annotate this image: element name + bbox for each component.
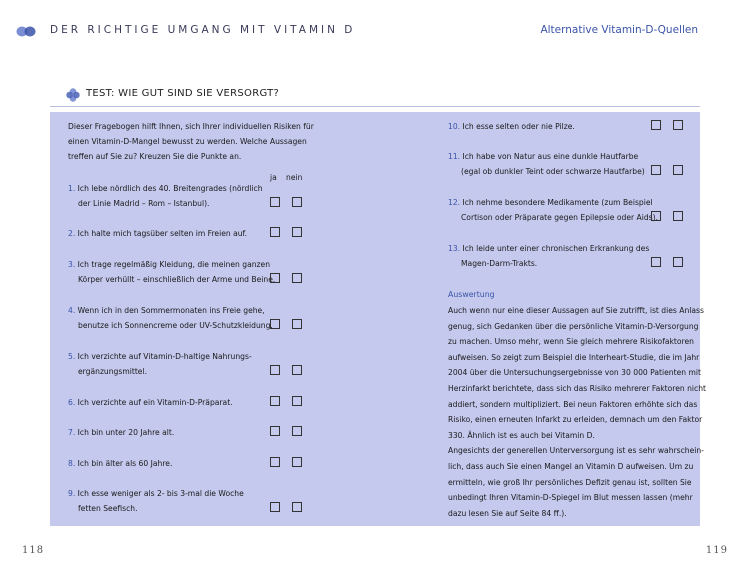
question-11-no-checkbox[interactable] [673, 165, 683, 175]
evaluation-body [448, 303, 706, 521]
question-1-line: der Linie Madrid – Rom – Istanbul). [78, 199, 210, 208]
evaluation-line: genug, sich Gedanken über die persönliche Vitamin-D-Versorgung [448, 321, 699, 331]
evaluation-heading: Auswertung [448, 290, 495, 299]
question-12-line: Cortison oder Präparate gegen Epilepsie oder Aids). [461, 213, 659, 222]
question-9-line: fetten Seefisch. [78, 504, 138, 513]
question-11-yes-checkbox[interactable] [651, 165, 661, 175]
question-7-yes-checkbox[interactable] [270, 426, 280, 436]
question-1-yes-checkbox[interactable] [270, 197, 280, 207]
evaluation-line: Herzinfarkt berichtete, dass sich das Risiko mehrerer Faktoren nicht [448, 383, 706, 393]
question-5-line: 5. Ich verzichte auf Vitamin-D-haltige Nahrungs- [68, 352, 252, 361]
header-logo-icon [16, 26, 36, 37]
question-1-no-checkbox[interactable] [292, 197, 302, 207]
intro-line: treffen auf Sie zu? Kreuzen Sie die Punkte an. [68, 152, 242, 161]
question-7-line: 7. Ich bin unter 20 Jahre alt. [68, 428, 175, 437]
evaluation-line: Risiko, einen erneuten Infarkt zu erleiden, demnach um den Faktor [448, 415, 703, 425]
question-12-yes-checkbox[interactable] [651, 211, 661, 221]
question-8-yes-checkbox[interactable] [270, 457, 280, 467]
question-4-no-checkbox[interactable] [292, 319, 302, 329]
question-2-no-checkbox[interactable] [292, 227, 302, 237]
evaluation-line: aufweisen. So zeigt zum Beispiel die Interheart-Studie, die im Jahr [448, 352, 700, 362]
evaluation-line: Auch wenn nur eine dieser Aussagen auf Sie zutrifft, ist dies Anlass [448, 306, 704, 315]
running-header-title: DER RICHTIGE UMGANG MIT VITAMIN D [50, 24, 356, 36]
evaluation-line: Angesichts der generellen Unterversorgung ist es sehr wahrschein- [448, 446, 704, 456]
heading-rule [50, 106, 700, 107]
flower-icon [66, 88, 80, 102]
page-number-right: 119 [705, 545, 728, 556]
question-5-yes-checkbox[interactable] [270, 365, 280, 375]
question-3-line: 3. Ich trage regelmäßig Kleidung, die meinen ganzen [68, 260, 271, 269]
intro-line: Dieser Fragebogen hilft Ihnen, sich Ihrer individuellen Risiken für [68, 122, 314, 131]
question-4-line: 4. Wenn ich in den Sommermonaten ins Freie gehe, [68, 306, 265, 315]
evaluation-line: lich, dass auch Sie einen Mangel an Vitamin D aufweisen. Um zu [448, 461, 694, 471]
page-number-left: 118 [22, 545, 45, 556]
evaluation-line: unbedingt Ihren Vitamin-D-Spiegel im Blut messen lassen (mehr [448, 493, 693, 503]
question-8-line: 8. Ich bin älter als 60 Jahre. [68, 459, 173, 468]
question-12-line: 12. Ich nehme besondere Medikamente (zum Beispiel [448, 198, 653, 207]
question-3-yes-checkbox[interactable] [270, 273, 280, 283]
running-header-section: Alternative Vitamin-D-Quellen [540, 24, 698, 36]
question-9-no-checkbox[interactable] [292, 502, 302, 512]
question-7-no-checkbox[interactable] [292, 426, 302, 436]
question-1-line: 1. Ich lebe nördlich des 40. Breitengrades (nördlich [68, 184, 263, 193]
column-header-yes: ja [270, 173, 277, 182]
question-9-line: 9. Ich esse weniger als 2- bis 3-mal die Woche [68, 489, 244, 498]
question-13-yes-checkbox[interactable] [651, 257, 661, 267]
question-4-yes-checkbox[interactable] [270, 319, 280, 329]
test-title: TEST: WIE GUT SIND SIE VERSORGT? [86, 88, 280, 99]
intro-line: einen Vitamin-D-Mangel bewusst zu werden. Welche Aussagen [68, 137, 307, 146]
question-12-no-checkbox[interactable] [673, 211, 683, 221]
question-6-no-checkbox[interactable] [292, 396, 302, 406]
column-header-no: nein [286, 173, 303, 182]
question-5-no-checkbox[interactable] [292, 365, 302, 375]
question-2-line: 2. Ich halte mich tagsüber selten im Freien auf. [68, 229, 248, 238]
question-5-line: ergänzungsmittel. [78, 367, 147, 376]
question-10-no-checkbox[interactable] [673, 120, 683, 130]
evaluation-line: dazu lesen Sie auf Seite 84 ff.). [448, 508, 567, 518]
evaluation-line: 2004 über die Untersuchungsergebnisse von 30 000 Patienten mit [448, 368, 701, 378]
question-4-line: benutze ich Sonnencreme oder UV-Schutzkleidung. [78, 321, 273, 330]
question-3-no-checkbox[interactable] [292, 273, 302, 283]
evaluation-line: addiert, sondern multipliziert. Bei neun Faktoren erhöhte sich das [448, 399, 698, 409]
question-13-line: 13. Ich leide unter einer chronischen Erkrankung des [448, 244, 650, 253]
question-2-yes-checkbox[interactable] [270, 227, 280, 237]
question-10-line: 10. Ich esse selten oder nie Pilze. [448, 122, 575, 131]
question-3-line: Körper verhüllt – einschließlich der Arme und Beine. [78, 275, 276, 284]
evaluation-line: ermitteln, wie groß Ihr persönliches Defizit genau ist, sollten Sie [448, 477, 692, 487]
question-6-line: 6. Ich verzichte auf ein Vitamin-D-Präparat. [68, 398, 233, 407]
evaluation-line: 330. Ähnlich ist es auch bei Vitamin D. [448, 430, 595, 440]
question-9-yes-checkbox[interactable] [270, 502, 280, 512]
question-13-line: Magen-Darm-Trakts. [461, 259, 538, 268]
question-13-no-checkbox[interactable] [673, 257, 683, 267]
question-8-no-checkbox[interactable] [292, 457, 302, 467]
question-11-line: (egal ob dunkler Teint oder schwarze Hautfarbe) [461, 167, 645, 176]
question-6-yes-checkbox[interactable] [270, 396, 280, 406]
evaluation-line: zu machen. Umso mehr, wenn Sie gleich mehrere Risikofaktoren [448, 337, 694, 347]
question-11-line: 11. Ich habe von Natur aus eine dunkle Hautfarbe [448, 152, 639, 161]
question-10-yes-checkbox[interactable] [651, 120, 661, 130]
